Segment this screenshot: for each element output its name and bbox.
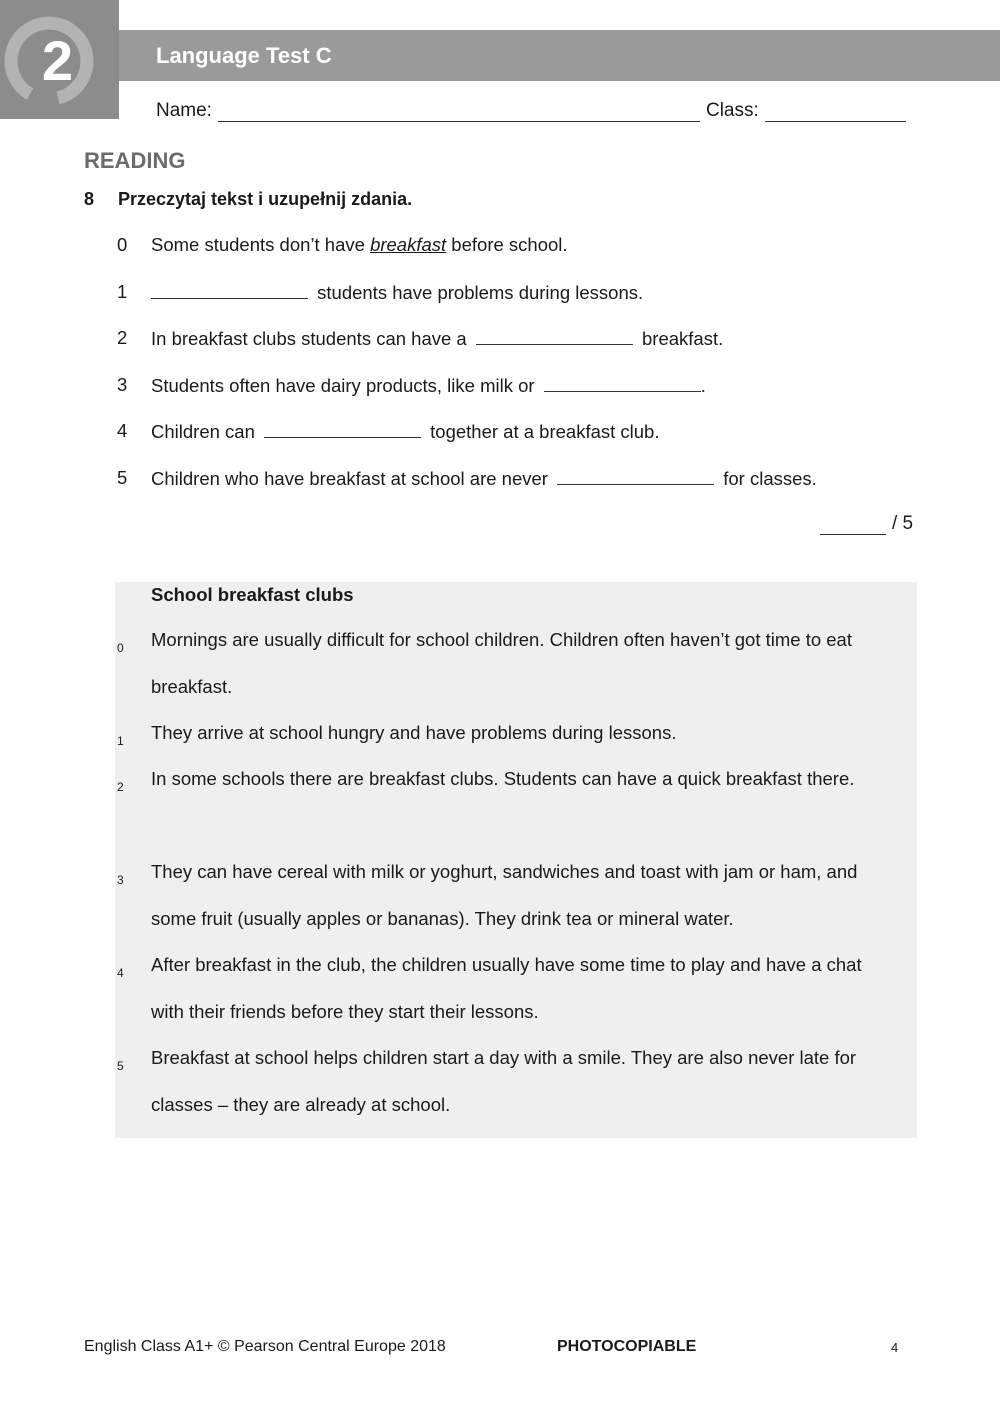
answer-blank-5[interactable] bbox=[557, 467, 714, 485]
paragraph-number: 4 bbox=[117, 966, 124, 980]
paragraph-number: 2 bbox=[117, 780, 124, 794]
answer-blank-3[interactable] bbox=[544, 374, 701, 392]
question-item-2 bbox=[117, 327, 917, 374]
page-title: Language Test C bbox=[156, 42, 332, 68]
score-row bbox=[820, 513, 913, 535]
paragraph-text: After breakfast in the club, the children usually have some time to play and have a chat with their friends before they start their lessons. bbox=[151, 954, 862, 1022]
answer-blank-2[interactable] bbox=[476, 327, 633, 345]
title-bar bbox=[119, 30, 1000, 81]
paragraph-text: They arrive at school hungry and have problems during lessons. bbox=[151, 722, 677, 743]
unit-badge bbox=[0, 0, 119, 119]
question-item-0 bbox=[117, 234, 917, 281]
score-total: / 5 bbox=[892, 513, 914, 534]
reading-paragraph-0 bbox=[115, 617, 917, 710]
question-text: Children can together at a breakfast club. bbox=[151, 421, 660, 442]
answer-blank-4[interactable] bbox=[264, 420, 421, 438]
question-list bbox=[117, 234, 917, 513]
reading-paragraph-2 bbox=[115, 756, 917, 803]
question-text: Some students don’t have breakfast before school. bbox=[151, 234, 568, 255]
photocopiable-label: PHOTOCOPIABLE bbox=[557, 1338, 697, 1355]
paragraph-text: They can have cereal with milk or yoghurt, sandwiches and toast with jam or ham, and some fruit (usually apples or bananas). They drink tea or mineral water. bbox=[151, 861, 858, 929]
reading-paragraph-5 bbox=[115, 1035, 917, 1128]
example-answer: breakfast bbox=[370, 234, 447, 255]
reading-paragraph-1 bbox=[115, 710, 917, 757]
name-field[interactable] bbox=[218, 102, 700, 122]
question-item-1 bbox=[117, 281, 917, 328]
paragraph-number: 5 bbox=[117, 1059, 124, 1073]
answer-blank-1[interactable] bbox=[151, 281, 308, 299]
question-number: 2 bbox=[117, 327, 128, 348]
paragraph-number: 0 bbox=[117, 641, 124, 655]
paragraph-text: In some schools there are breakfast clubs. Students can have a quick breakfast there. bbox=[151, 768, 855, 789]
question-text: In breakfast clubs students can have a breakfast. bbox=[151, 328, 724, 349]
reading-paragraph-4 bbox=[115, 942, 917, 1035]
reading-text-box bbox=[115, 582, 917, 1138]
question-number: 0 bbox=[117, 234, 128, 255]
question-number: 4 bbox=[117, 420, 128, 441]
section-heading: READING bbox=[84, 148, 186, 173]
question-item-3 bbox=[117, 374, 917, 421]
score-field[interactable] bbox=[820, 515, 886, 535]
copyright-text: English Class A1+ © Pearson Central Europe 2018 bbox=[84, 1338, 446, 1355]
page-number: 4 bbox=[891, 1340, 899, 1355]
question-number: 1 bbox=[117, 280, 128, 302]
question-number: 3 bbox=[117, 373, 128, 395]
reading-title: School breakfast clubs bbox=[151, 584, 354, 605]
question-text: students have problems during lessons. bbox=[151, 281, 643, 304]
question-text: Children who have breakfast at school are never for classes. bbox=[151, 467, 817, 489]
paragraph-text: Breakfast at school helps children start a day with a smile. They are also never late for classes – they are already at school. bbox=[151, 1047, 857, 1115]
paragraph-number: 3 bbox=[117, 873, 124, 887]
question-item-5 bbox=[117, 467, 917, 514]
question-item-4 bbox=[117, 420, 917, 467]
name-class-row bbox=[156, 100, 906, 122]
paragraph-number: 1 bbox=[117, 734, 124, 748]
class-field[interactable] bbox=[765, 102, 906, 122]
task-instruction: Przeczytaj tekst i uzupełnij zdania. bbox=[118, 189, 413, 209]
question-number: 5 bbox=[117, 466, 128, 488]
unit-number: 2 bbox=[41, 29, 74, 92]
name-label: Name: bbox=[156, 100, 212, 121]
reading-paragraph-3 bbox=[115, 849, 917, 942]
question-text: Students often have dairy products, like milk or . bbox=[151, 374, 706, 396]
task-number: 8 bbox=[84, 189, 95, 209]
class-label: Class: bbox=[705, 100, 759, 121]
task-instruction-row bbox=[84, 189, 412, 210]
paragraph-text: Mornings are usually difficult for school children. Children often haven’t got time to eat breakfast. bbox=[151, 629, 852, 697]
